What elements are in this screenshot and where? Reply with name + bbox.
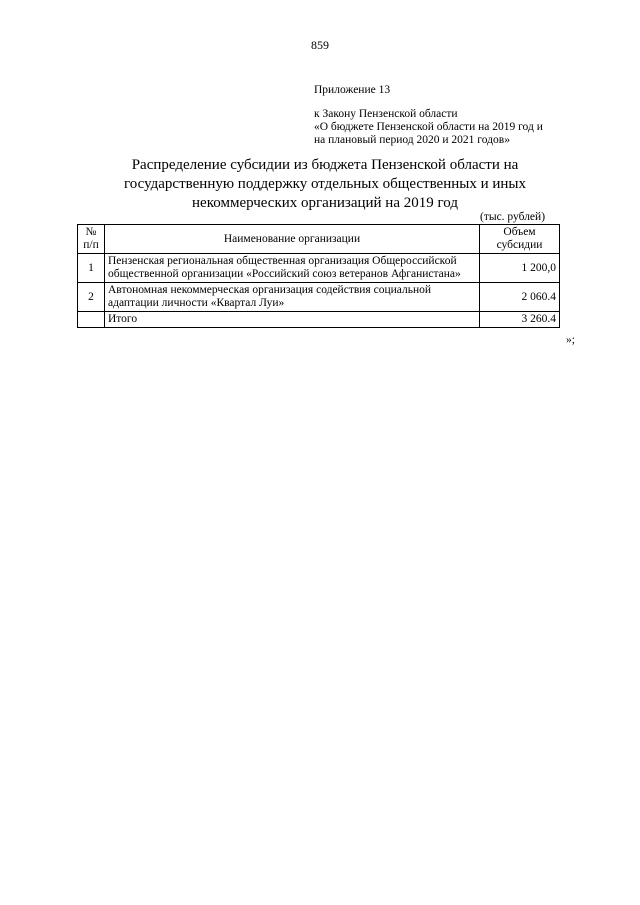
row-num: 1 (78, 254, 105, 283)
row-num: 2 (78, 283, 105, 312)
header-num: № п/п (78, 225, 105, 254)
table-total-row (78, 312, 560, 328)
total-num-cell (78, 312, 105, 328)
closing-quote: »; (566, 334, 575, 346)
header-name: Наименование организации (105, 225, 480, 254)
appendix-line: к Закону Пензенской области (314, 108, 458, 120)
appendix-title: Приложение 13 (314, 84, 391, 96)
table-row (78, 283, 560, 312)
total-label: Итого (105, 312, 480, 328)
row-value: 2 060.4 (480, 283, 560, 312)
header-value: Объем субсидии (480, 225, 560, 254)
appendix-line: на плановый период 2020 и 2021 годов» (314, 134, 510, 146)
appendix-line: «О бюджете Пензенской области на 2019 год и (314, 121, 543, 133)
table-header-row (78, 225, 560, 254)
page-number: 859 (311, 38, 329, 52)
subsidy-table (77, 224, 560, 328)
document-heading: Распределение субсидии из бюджета Пензенской области на государственную поддержку отдельных общественных и иных некоммерческих организаций на 2019 год (123, 157, 527, 211)
table-row (78, 254, 560, 283)
units-label: (тыс. рублей) (480, 211, 546, 223)
row-name: Автономная некоммерческая организация содействия социальной адаптации личности «Квартал Луи» (105, 283, 480, 312)
row-name: Пензенская региональная общественная организация Общероссийской общественной организации «Российский союз ветеранов Афганистана» (105, 254, 480, 283)
row-value: 1 200,0 (480, 254, 560, 283)
appendix-header (314, 84, 604, 147)
total-value: 3 260.4 (480, 312, 560, 328)
